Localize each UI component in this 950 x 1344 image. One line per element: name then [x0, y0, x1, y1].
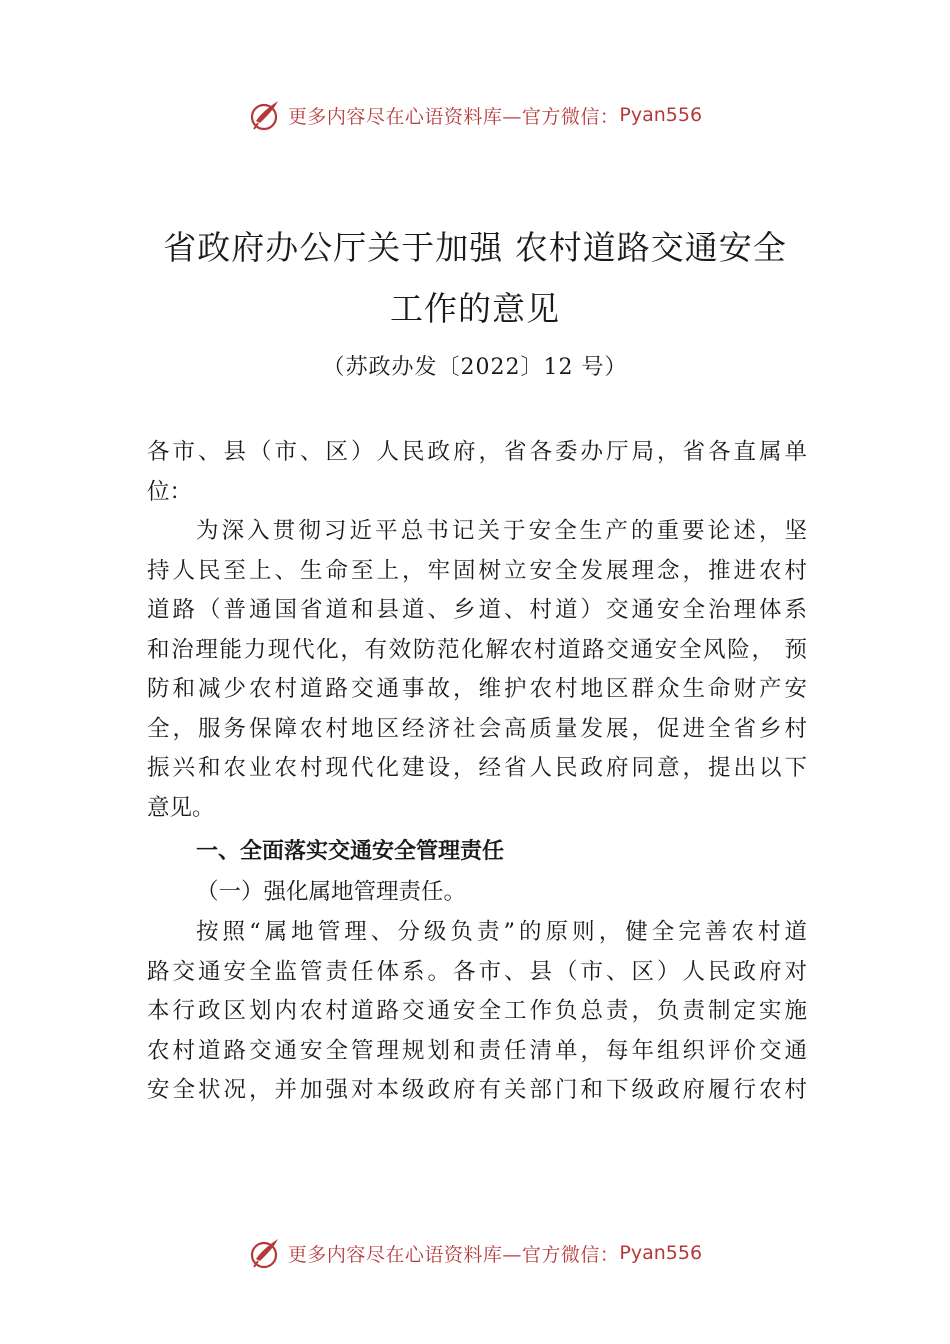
body-paragraph-line: 农村道路交通安全管理规划和责任清单，每年组织评价交通: [147, 1038, 807, 1064]
subsection-heading: （一）强化属地管理责任。: [196, 879, 467, 905]
document-number: （苏政办发〔2022〕12 号）: [322, 355, 628, 380]
intro-paragraph-line: 持人民至上、生命至上，牢固树立安全发展理念，推进农村: [147, 558, 807, 584]
footer-watermark: [0, 1233, 950, 1273]
intro-paragraph-line: 道路（普通国省道和县道、乡道、村道）交通安全治理体系: [147, 597, 807, 623]
watermark-wechat-id: Pyan556: [619, 1242, 703, 1264]
body-paragraph-line: 按照“属地管理、分级负责”的原则，健全完善农村道: [196, 919, 807, 945]
body-paragraph-line: 安全状况，并加强对本级政府有关部门和下级政府履行农村: [147, 1077, 807, 1103]
watermark-wechat-id: Pyan556: [619, 104, 703, 126]
intro-paragraph-line: 意见。: [147, 795, 215, 821]
body-paragraph-line: 本行政区划内农村道路交通安全工作负总责，负责制定实施: [147, 998, 807, 1024]
salutation-line: 各市、县（市、区）人民政府，省各委办厅局，省各直属单: [147, 439, 807, 465]
salutation-line: 位：: [147, 479, 193, 505]
watermark-text: 更多内容尽在心语资料库—官方微信：: [287, 105, 620, 128]
intro-paragraph-line: 为深入贯彻习近平总书记关于安全生产的重要论述，坚: [196, 518, 807, 544]
body-paragraph-line: 路交通安全监管责任体系。各市、县（市、区）人民政府对: [147, 959, 807, 985]
intro-paragraph-line: 和治理能力现代化，有效防范化解农村道路交通安全风险， 预: [147, 637, 807, 663]
document-title-line-2: 工作的意见: [390, 289, 560, 328]
intro-paragraph-line: 全，服务保障农村地区经济社会高质量发展，促进全省乡村: [147, 716, 807, 742]
quill-logo-icon: [248, 1235, 284, 1271]
section-heading: 一、全面落实交通安全管理责任: [196, 839, 505, 864]
document-title-line-1: 省政府办公厅关于加强 农村道路交通安全: [163, 228, 787, 267]
quill-logo-icon: [248, 97, 284, 133]
watermark-text: 更多内容尽在心语资料库—官方微信：: [287, 1243, 620, 1266]
intro-paragraph-line: 防和减少农村道路交通事故，维护农村地区群众生命财产安: [147, 676, 807, 702]
header-watermark: [0, 95, 950, 135]
intro-paragraph-line: 振兴和农业农村现代化建设，经省人民政府同意，提出以下: [147, 755, 807, 781]
